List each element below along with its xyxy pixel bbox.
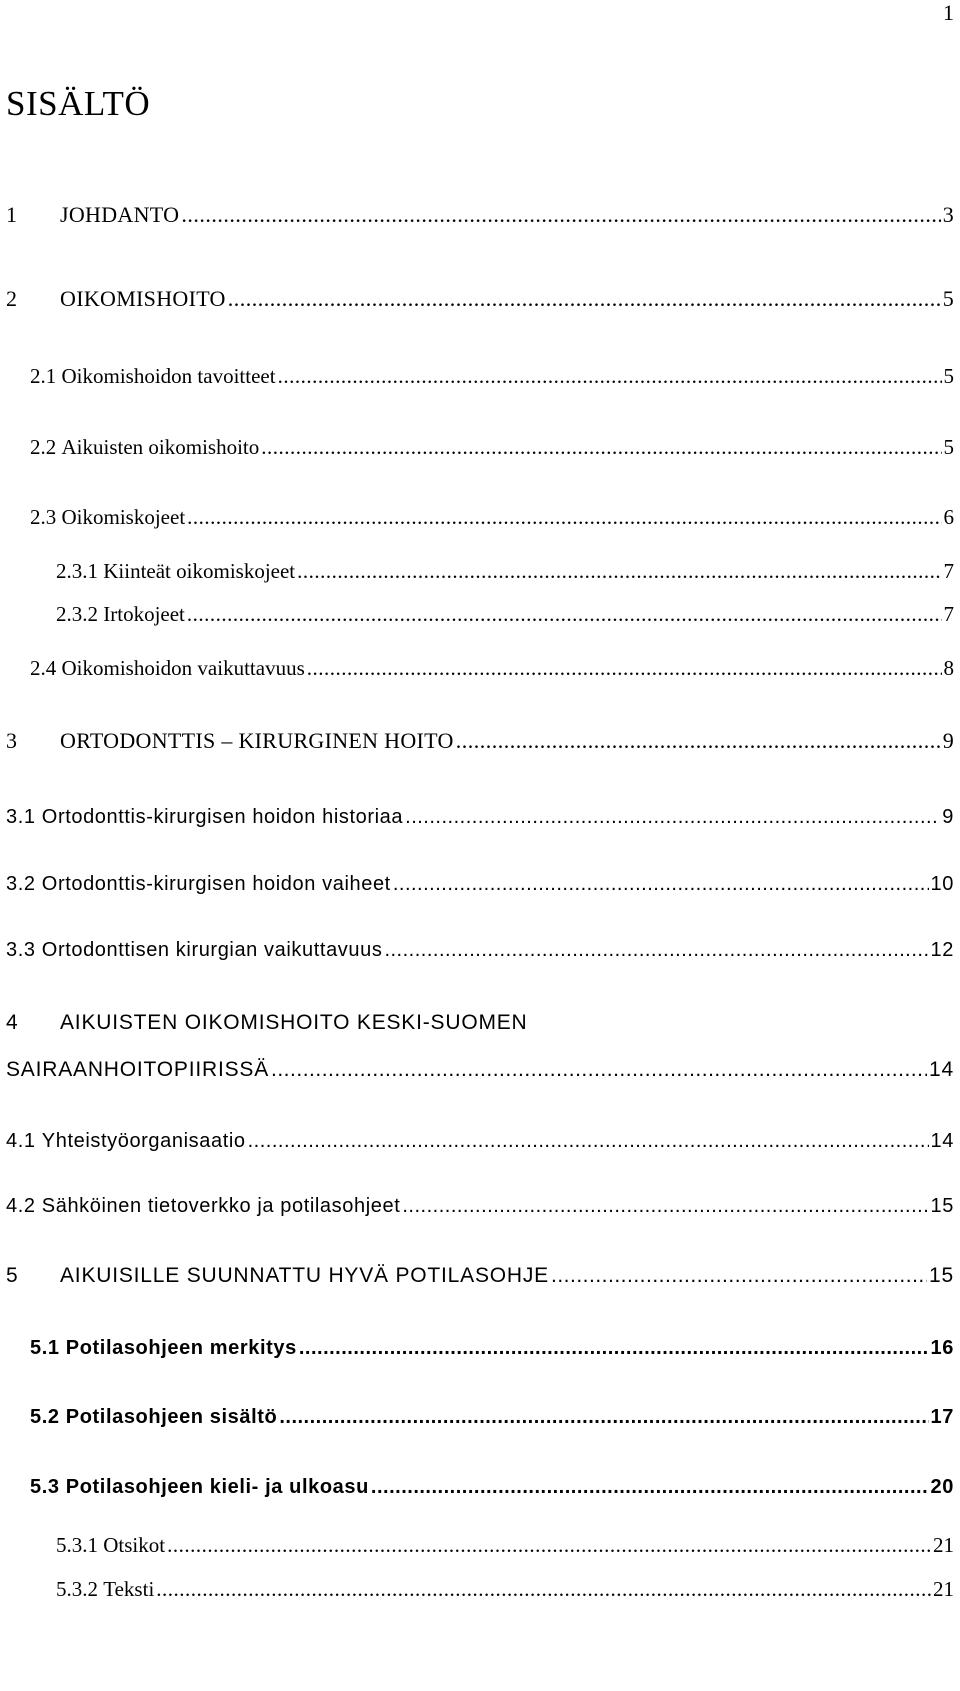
toc-entry-label: Oikomiskojeet	[61, 505, 186, 529]
toc-entry-johdanto[interactable]	[6, 204, 954, 226]
toc-entry-label: Teksti	[103, 1577, 155, 1601]
toc-entry-page: 9	[942, 728, 954, 753]
toc-leader-dots	[156, 1579, 931, 1600]
toc-entry-3-2[interactable]	[6, 874, 954, 894]
toc-entry-ortodonttis-kirurginen[interactable]	[6, 730, 954, 752]
toc-entry-label: Kiinteät oikomiskojeet	[103, 559, 296, 583]
toc-entry-label: Sähköinen tietoverkko ja potilasohjeet	[41, 1195, 401, 1217]
toc-leader-dots	[187, 604, 942, 625]
toc-entry-page: 5	[943, 364, 954, 388]
toc-entry-page: 15	[929, 1264, 954, 1287]
toc-leader-dots	[456, 730, 941, 752]
toc-entry-5-3-2[interactable]	[56, 1579, 954, 1600]
toc-leader-dots	[248, 1131, 929, 1151]
toc-entry-5-2[interactable]	[30, 1407, 954, 1427]
toc-title: SISÄLTÖ	[6, 84, 151, 123]
toc-entry-number: 5.2	[30, 1406, 60, 1428]
toc-entry-aikuisille-suunnattu[interactable]	[6, 1265, 954, 1286]
toc-entry-number: 1	[6, 202, 18, 227]
toc-leader-dots	[405, 807, 940, 827]
toc-entry-number: 4.1	[6, 1130, 36, 1152]
toc-leader-dots	[279, 1407, 928, 1427]
toc-leader-dots	[278, 366, 942, 387]
toc-leader-dots	[384, 940, 928, 960]
toc-entry-page: 6	[943, 505, 954, 529]
toc-leader-dots	[371, 1477, 929, 1497]
toc-entry-4-2[interactable]	[6, 1196, 954, 1216]
toc-entry-label: ORTODONTTIS – KIRURGINEN HOITO	[60, 728, 454, 753]
toc-entry-page: 10	[930, 873, 954, 895]
toc-leader-dots	[167, 1535, 931, 1556]
toc-entry-2-1[interactable]	[30, 366, 954, 387]
toc-entry-number: 2.2	[30, 435, 57, 459]
toc-entry-number: 2	[6, 286, 18, 311]
toc-entry-number: 3.3	[6, 939, 36, 961]
toc-entry-3-3[interactable]	[6, 940, 954, 960]
toc-entry-page: 21	[933, 1577, 954, 1601]
toc-leader-dots	[261, 437, 941, 458]
toc-entry-number: 5	[6, 1264, 19, 1287]
toc-entry-number: 4	[6, 1011, 19, 1034]
toc-entry-page: 20	[930, 1476, 954, 1498]
toc-entry-page: 5	[943, 435, 954, 459]
toc-leader-dots	[307, 658, 942, 679]
toc-entry-label: AIKUISILLE SUUNNATTU HYVÄ POTILASOHJE	[60, 1264, 549, 1287]
toc-entry-2-4[interactable]	[30, 658, 954, 679]
toc-entry-page: 15	[930, 1195, 954, 1217]
page-number: 1	[943, 0, 954, 25]
toc-entry-number: 3.1	[6, 806, 36, 828]
toc-entry-3-1[interactable]	[6, 807, 954, 827]
toc-entry-label: Potilasohjeen sisältö	[65, 1406, 278, 1428]
toc-entry-4-1[interactable]	[6, 1131, 954, 1151]
toc-entry-label: Oikomishoidon vaikuttavuus	[61, 656, 305, 680]
toc-entry-2-3-2[interactable]	[56, 604, 954, 625]
toc-entry-page: 7	[943, 559, 954, 583]
toc-leader-dots	[228, 288, 941, 310]
toc-entry-page: 14	[930, 1130, 954, 1152]
toc-leader-dots	[187, 507, 941, 528]
toc-entry-number: 5.3	[30, 1476, 60, 1498]
toc-entry-label: Oikomishoidon tavoitteet	[61, 364, 276, 388]
toc-leader-dots	[299, 1338, 929, 1358]
toc-entry-number: 4.2	[6, 1195, 36, 1217]
toc-entry-5-3[interactable]	[30, 1477, 954, 1497]
toc-entry-5-1[interactable]	[30, 1338, 954, 1358]
toc-leader-dots	[393, 874, 929, 894]
toc-entry-label: Potilasohjeen merkitys	[65, 1337, 297, 1359]
toc-entry-number: 2.1	[30, 364, 57, 388]
toc-entry-number: 2.3	[30, 505, 57, 529]
toc-entry-label: Otsikot	[103, 1533, 166, 1557]
toc-entry-2-3[interactable]	[30, 507, 954, 528]
toc-entry-label: Aikuisten oikomishoito	[61, 435, 260, 459]
toc-entry-page: 3	[942, 202, 954, 227]
toc-entry-2-3-1[interactable]	[56, 561, 954, 582]
toc-leader-dots	[297, 561, 941, 582]
toc-entry-aikuisten-oikomishoito[interactable]	[6, 1012, 528, 1033]
toc-entry-page: 14	[929, 1058, 954, 1081]
toc-leader-dots	[271, 1059, 927, 1080]
toc-entry-label: Ortodonttis-kirurgisen hoidon historiaa	[41, 806, 404, 828]
toc-entry-page: 7	[943, 602, 954, 626]
toc-entry-aikuisten-oikomishoito-cont[interactable]	[6, 1059, 954, 1080]
toc-entry-page: 16	[930, 1337, 954, 1359]
toc-entry-page: 21	[933, 1533, 954, 1557]
toc-entry-oikomishoito[interactable]	[6, 288, 954, 310]
toc-entry-label: AIKUISTEN OIKOMISHOITO KESKI-SUOMEN	[60, 1011, 528, 1034]
toc-leader-dots	[402, 1196, 928, 1216]
toc-entry-label: JOHDANTO	[60, 202, 180, 227]
toc-leader-dots	[181, 204, 940, 226]
toc-entry-label: Ortodonttisen kirurgian vaikuttavuus	[41, 939, 383, 961]
toc-entry-5-3-1[interactable]	[56, 1535, 954, 1556]
toc-entry-number: 2.4	[30, 656, 57, 680]
toc-entry-label: OIKOMISHOITO	[60, 286, 226, 311]
toc-entry-2-2[interactable]	[30, 437, 954, 458]
toc-entry-page: 17	[930, 1406, 954, 1428]
toc-entry-label: Potilasohjeen kieli- ja ulkoasu	[65, 1476, 369, 1498]
toc-entry-number: 5.3.1	[56, 1533, 98, 1557]
toc-entry-label: Irtokojeet	[103, 602, 185, 626]
toc-entry-number: 2.3.1	[56, 559, 98, 583]
toc-entry-label: Yhteistyöorganisaatio	[41, 1130, 246, 1152]
toc-entry-page: 5	[942, 286, 954, 311]
toc-entry-number: 5.1	[30, 1337, 60, 1359]
toc-entry-number: 5.3.2	[56, 1577, 98, 1601]
toc-entry-number: 3.2	[6, 873, 36, 895]
toc-entry-page: 12	[930, 939, 954, 961]
toc-entry-label-continued: SAIRAANHOITOPIIRISSÄ	[6, 1058, 270, 1081]
toc-entry-label: Ortodonttis-kirurgisen hoidon vaiheet	[41, 873, 391, 895]
toc-entry-number: 3	[6, 728, 18, 753]
toc-entry-page: 8	[943, 656, 954, 680]
toc-entry-page: 9	[942, 806, 954, 828]
toc-entry-number: 2.3.2	[56, 602, 98, 626]
toc-leader-dots	[551, 1265, 927, 1286]
